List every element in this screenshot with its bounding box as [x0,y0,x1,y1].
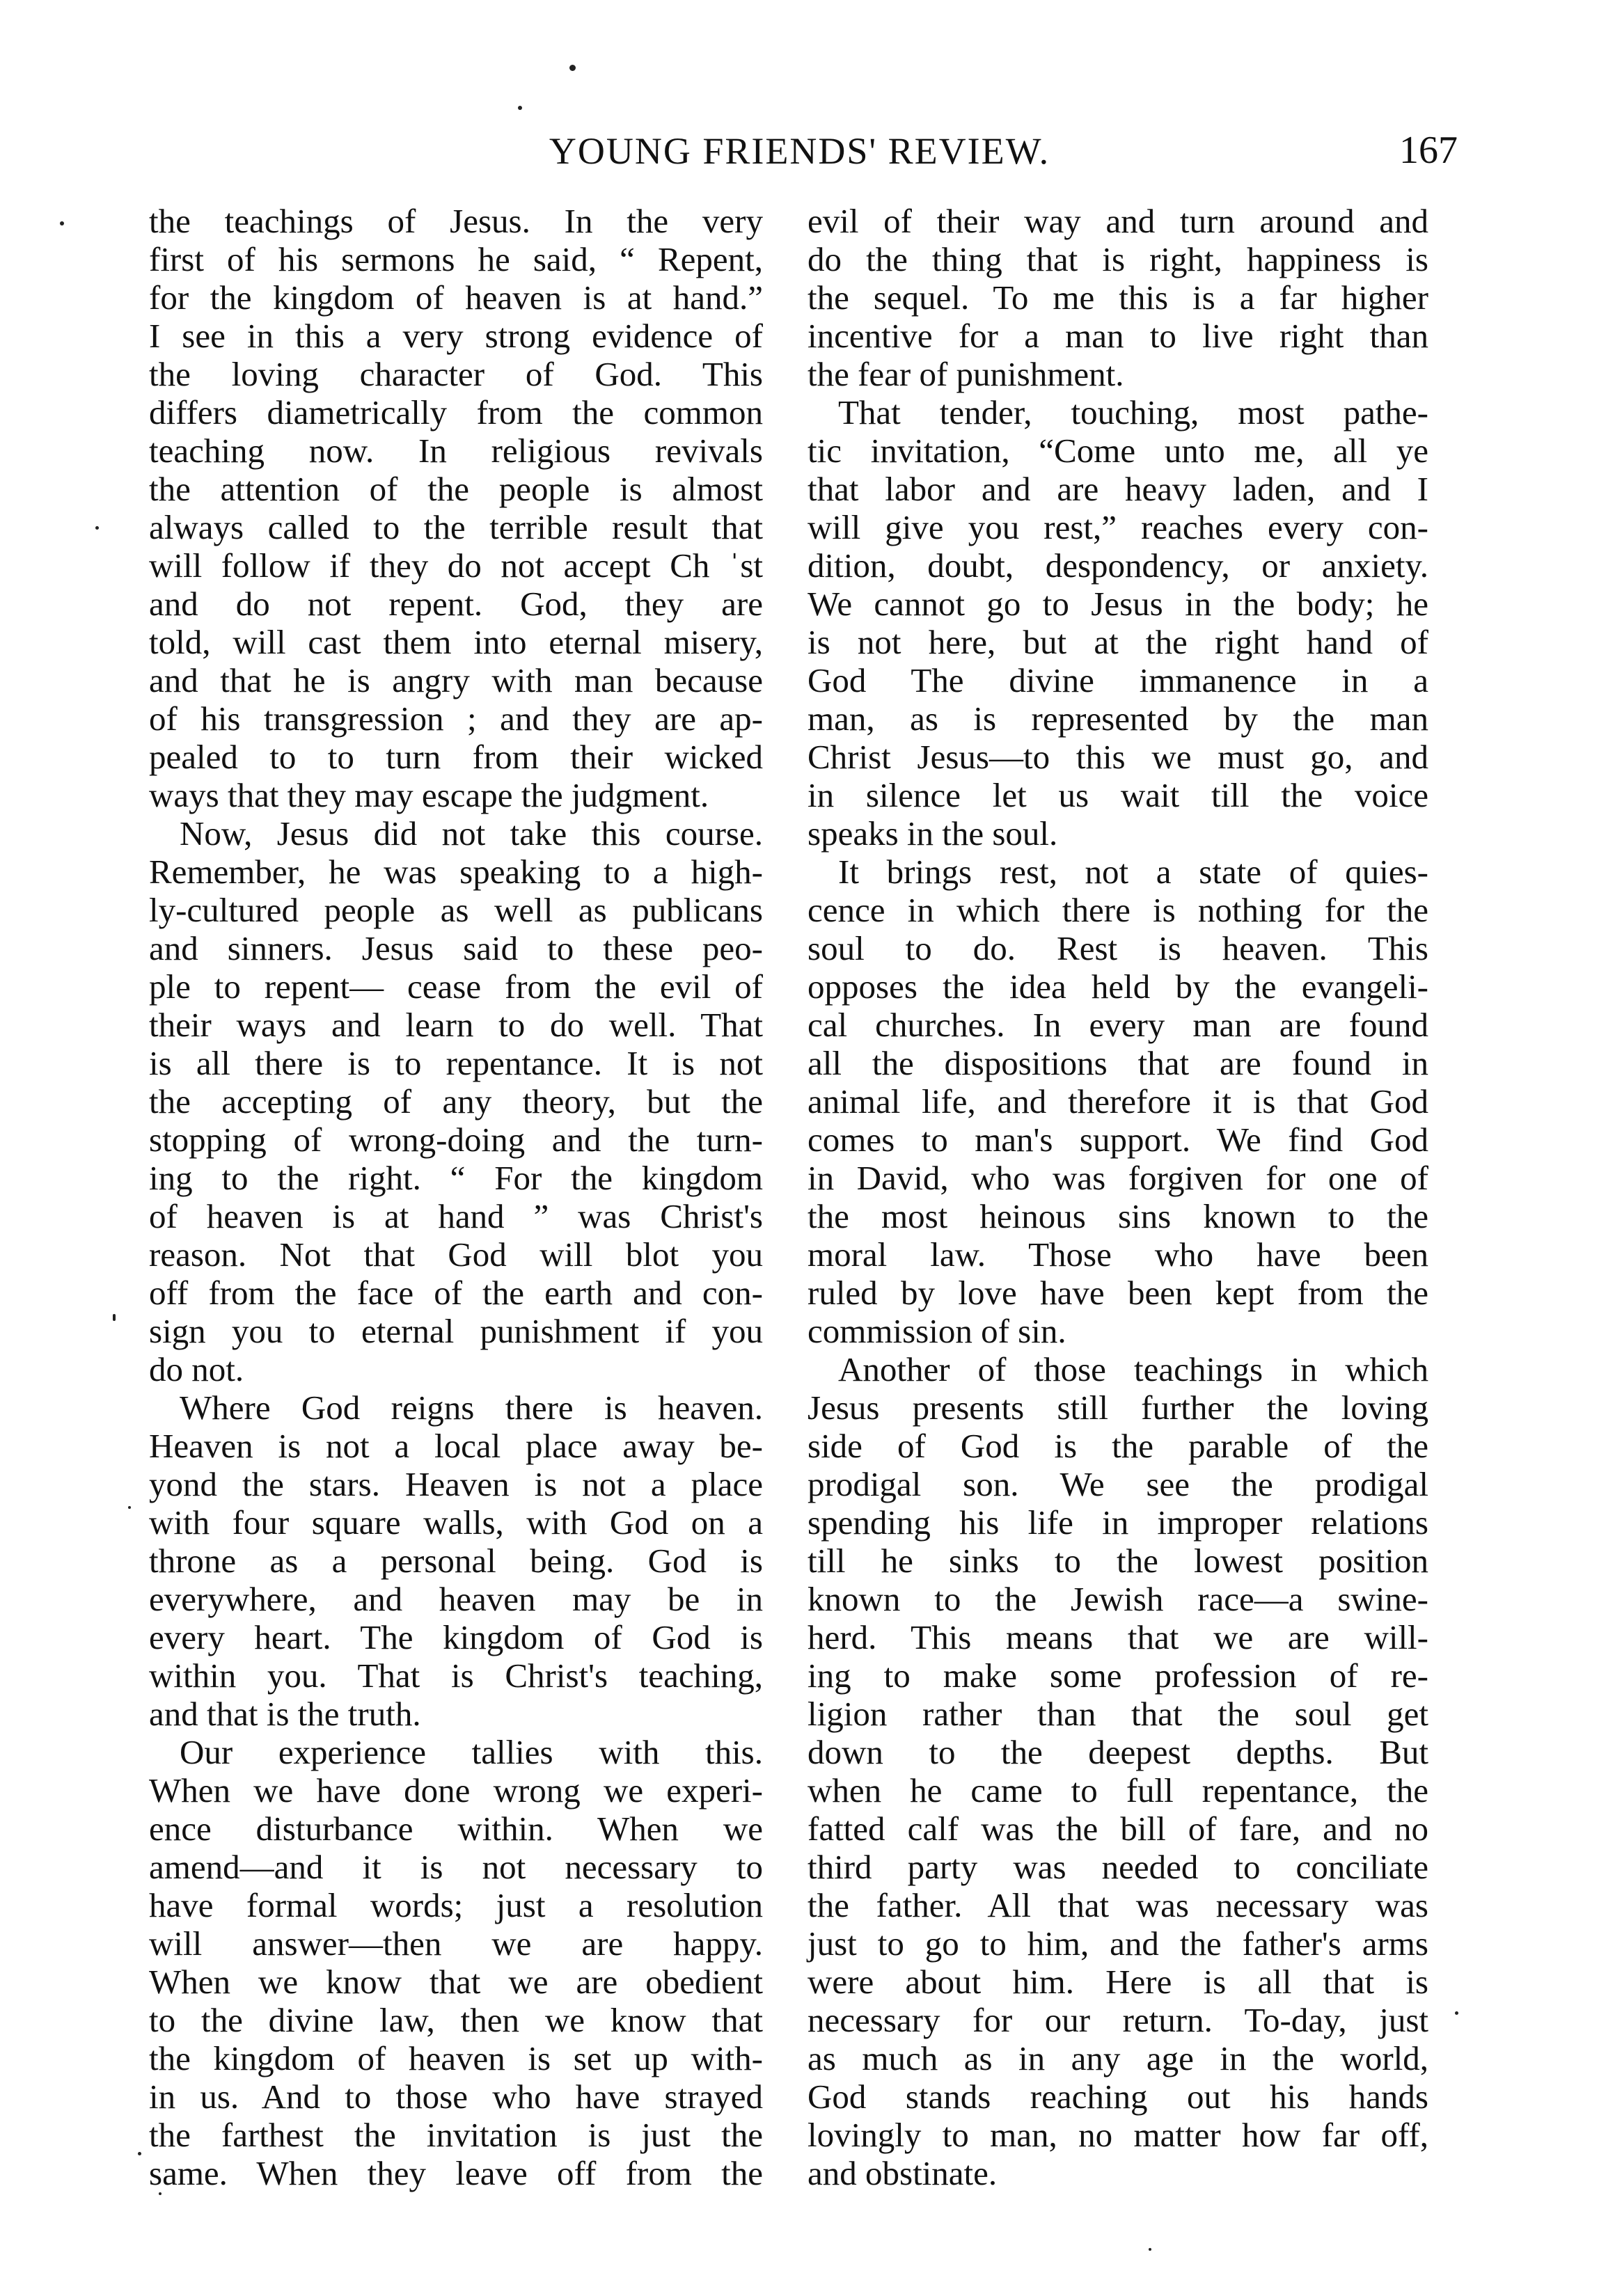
text-line: throne as a personal being. God is [149,1542,763,1580]
text-line: that labor and are heavy laden, and I [808,470,1428,508]
scan-speck [95,526,99,530]
text-line: Now, Jesus did not take this course. [180,814,763,853]
text-line: differs diametrically from the common [149,393,763,432]
text-line: of heaven is at hand ” was Christ's [149,1197,763,1235]
text-line: ligion rather than that the soul get [808,1695,1428,1733]
text-line: God The divine immanence in a [808,661,1428,699]
text-line: prodigal son. We see the prodigal [808,1465,1428,1503]
scan-speck [128,1506,131,1509]
text-line: same. When they leave off from the [149,2154,763,2192]
text-line: within you. That is Christ's teaching, [149,1656,763,1695]
text-line: We cannot go to Jesus in the body; he [808,585,1428,623]
text-line: when he came to full repentance, the [808,1771,1428,1810]
text-line: have formal words; just a resolution [149,1886,763,1924]
text-line: reason. Not that God will blot you [149,1235,763,1274]
text-line: Our experience tallies with this. [180,1733,763,1771]
text-line: always called to the terrible result that [149,508,763,546]
text-line: the sequel. To me this is a far higher [808,278,1428,317]
text-line: known to the Jewish race—a swine- [808,1580,1428,1618]
text-line: and obstinate. [808,2154,998,2192]
text-line: told, will cast them into eternal misery, [149,623,763,661]
text-line: is not here, but at the right hand of [808,623,1428,661]
text-line: It brings rest, not a state of quies- [838,853,1428,891]
text-line: in silence let us wait till the voice [808,776,1428,814]
text-line: comes to man's support. We find God [808,1121,1428,1159]
text-line: were about him. Here is all that is [808,1963,1428,2001]
text-line: Heaven is not a local place away be- [149,1427,763,1465]
scan-speck [518,106,522,110]
text-line: ple to repent— cease from the evil of [149,967,763,1006]
scan-speck [138,2152,141,2155]
text-line: their ways and learn to do well. That [149,1006,763,1044]
text-line: and do not repent. God, they are [149,585,763,623]
text-line: down to the deepest depths. But [808,1733,1428,1771]
text-line: cence in which there is nothing for the [808,891,1428,929]
right-column [808,202,1428,2192]
text-line: animal life, and therefore it is that God [808,1082,1428,1121]
text-line: moral law. Those who have been [808,1235,1428,1274]
text-line: pealed to to turn from their wicked [149,738,763,776]
scan-speck [60,221,64,225]
text-line: the most heinous sins known to the [808,1197,1428,1235]
text-line: fatted calf was the bill of fare, and no [808,1810,1428,1848]
text-line: the fear of punishment. [808,355,1124,393]
scan-speck [569,65,576,71]
text-line: will answer—then we are happy. [149,1924,763,1963]
text-line: amend—and it is not necessary to [149,1848,763,1886]
page-number: 167 [1399,129,1458,172]
text-line: When we have done wrong we experi- [149,1771,763,1810]
text-line: till he sinks to the lowest position [808,1542,1428,1580]
text-line: and that he is angry with man because [149,661,763,699]
text-line: teaching now. In religious revivals [149,432,763,470]
text-line: commission of sin. [808,1312,1066,1350]
text-line: the accepting of any theory, but the [149,1082,763,1121]
text-line: in us. And to those who have strayed [149,2077,763,2116]
text-line: yond the stars. Heaven is not a place [149,1465,763,1503]
text-line: spending his life in improper relations [808,1503,1428,1542]
text-line: and sinners. Jesus said to these peo- [149,929,763,967]
text-line: do not. [149,1350,244,1388]
text-line: side of God is the parable of the [808,1427,1428,1465]
text-line: to the divine law, then we know that [149,2001,763,2039]
text-line: Jesus presents still further the loving [808,1388,1428,1427]
text-line: man, as is represented by the man [808,699,1428,738]
text-line: ruled by love have been kept from the [808,1274,1428,1312]
scan-speck [1455,2011,1458,2015]
text-line: the father. All that was necessary was [808,1886,1428,1924]
text-line: ing to the right. “ For the kingdom [149,1159,763,1197]
text-line: all the dispositions that are found in [808,1044,1428,1082]
text-line: Where God reigns there is heaven. [180,1388,763,1427]
text-line: every heart. The kingdom of God is [149,1618,763,1656]
text-line: first of his sermons he said, “ Repent, [149,240,763,278]
text-line: everywhere, and heaven may be in [149,1580,763,1618]
left-column [149,202,763,2192]
text-line: ly-cultured people as well as publicans [149,891,763,929]
text-line: for the kingdom of heaven is at hand.” [149,278,763,317]
text-line: of his transgression ; and they are ap- [149,699,763,738]
text-line: I see in this a very strong evidence of [149,317,763,355]
text-line: Remember, he was speaking to a high- [149,853,763,891]
text-line: Another of those teachings in which [838,1350,1428,1388]
text-line: will follow if they do not accept Ch ˈst [149,546,763,585]
text-line: tic invitation, “Come unto me, all ye [808,432,1428,470]
text-line: the attention of the people is almost [149,470,763,508]
text-line: with four square walls, with God on a [149,1503,763,1542]
text-line: third party was needed to conciliate [808,1848,1428,1886]
text-line: the kingdom of heaven is set up with- [149,2039,763,2077]
text-line: That tender, touching, most pathe- [838,393,1428,432]
text-line: evil of their way and turn around and [808,202,1428,240]
text-line: cal churches. In every man are found [808,1006,1428,1044]
text-line: ence disturbance within. When we [149,1810,763,1848]
text-line: When we know that we are obedient [149,1963,763,2001]
text-line: the teachings of Jesus. In the very [149,202,763,240]
text-line: God stands reaching out his hands [808,2077,1428,2116]
text-line: the loving character of God. This [149,355,763,393]
scan-speck [1149,2248,1151,2251]
text-line: ways that they may escape the judgment. [149,776,709,814]
text-line: in David, who was forgiven for one of [808,1159,1428,1197]
text-line: incentive for a man to live right than [808,317,1428,355]
text-line: necessary for our return. To-day, just [808,2001,1428,2039]
text-line: just to go to him, and the father's arms [808,1924,1428,1963]
text-line: soul to do. Rest is heaven. This [808,929,1428,967]
text-line: opposes the idea held by the evangeli- [808,967,1428,1006]
text-line: will give you rest,” reaches every con- [808,508,1428,546]
text-line: as much as in any age in the world, [808,2039,1428,2077]
text-line: Christ Jesus—to this we must go, and [808,738,1428,776]
text-line: dition, doubt, despondency, or anxiety. [808,546,1428,585]
scan-speck [113,1314,116,1321]
text-line: stopping of wrong-doing and the turn- [149,1121,763,1159]
text-line: speaks in the soul. [808,814,1058,853]
text-line: herd. This means that we are will- [808,1618,1428,1656]
text-line: lovingly to man, no matter how far off, [808,2116,1428,2154]
running-header-title: YOUNG FRIENDS' REVIEW. [549,130,1050,172]
text-line: the farthest the invitation is just the [149,2116,763,2154]
text-line: ing to make some profession of re- [808,1656,1428,1695]
text-line: off from the face of the earth and con- [149,1274,763,1312]
text-line: sign you to eternal punishment if you [149,1312,763,1350]
text-line: do the thing that is right, happiness is [808,240,1428,278]
scan-speck [159,2192,162,2195]
text-line: is all there is to repentance. It is not [149,1044,763,1082]
text-line: and that is the truth. [149,1695,421,1733]
